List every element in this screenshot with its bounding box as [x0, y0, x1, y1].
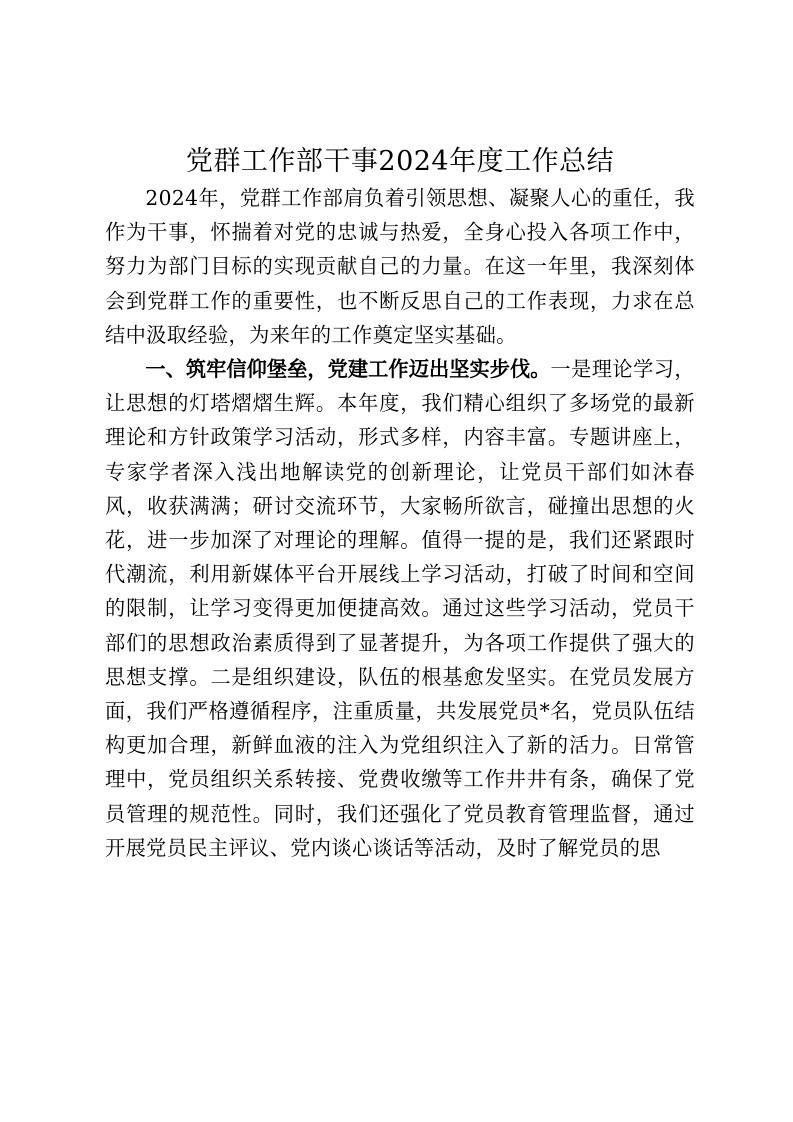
document-title: 党群工作部干事2024年度工作总结: [185, 146, 615, 177]
section-1-heading: 一、筑牢信仰堡垒，党建工作迈出坚实步伐。: [145, 357, 551, 382]
section-1-paragraph: [105, 352, 695, 865]
intro-paragraph: 2024年，党群工作部肩负着引领思想、凝聚人心的重任，我作为干事，怀揣着对党的忠诚与热爱，全身心投入各项工作中，努力为部门目标的实现贡献自己的力量。在这一年里，我深刻体会到党群工作的重要性，也不断反思自己的工作表现，力求在总结中汲取经验，为来年的工作奠定坚实基础。: [105, 186, 695, 347]
section-1-body: 一是理论学习，让思想的灯塔熠熠生辉。本年度，我们精心组织了多场党的最新理论和方针政策学习活动，形式多样，内容丰富。专题讲座上，专家学者深入浅出地解读党的创新理论，让党员干部们如沐春风，收获满满；研讨交流环节，大家畅所欲言，碰撞出思想的火花，进一步加深了对理论的理解。值得一提的是，我们还紧跟时代潮流，利用新媒体平台开展线上学习活动，打破了时间和空间的限制，让学习变得更加便捷高效。通过这些学习活动，党员干部们的思想政治素质得到了显著提升，为各项工作提供了强大的思想支撑。二是组织建设，队伍的根基愈发坚实。在党员发展方面，我们严格遵循程序，注重质量，共发展党员*名，党员队伍结构更加合理，新鲜血液的注入为党组织注入了新的活力。日常管理中，党员组织关系转接、党费收缴等工作井井有条，确保了党员管理的规范性。同时，我们还强化了党员教育管理监督，通过开展党员民主评议、党内谈心谈话等活动，及时了解党员的思: [105, 357, 695, 860]
document-body: [105, 143, 695, 865]
